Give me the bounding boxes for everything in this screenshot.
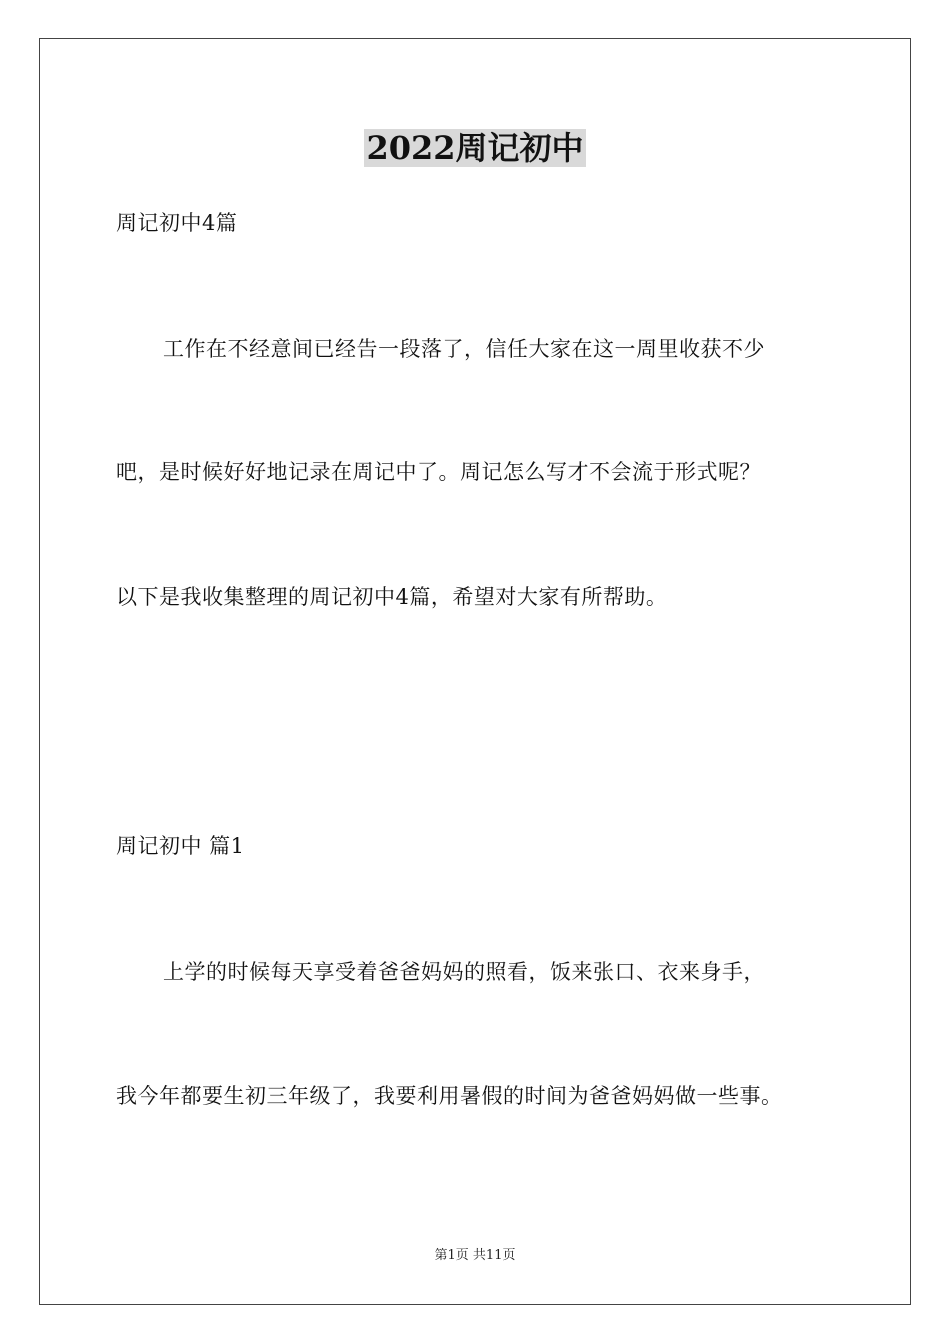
document-title-text: 2022周记初中 bbox=[366, 129, 584, 167]
article-heading: 周记初中 篇1 bbox=[116, 834, 245, 858]
paragraph-line: 我今年都要生初三年级了，我要利用暑假的时间为爸爸妈妈做一些事。 bbox=[116, 1084, 783, 1108]
paragraph-line: 以下是我收集整理的周记初中4篇，希望对大家有所帮助。 bbox=[116, 585, 668, 609]
paragraph-line: 上学的时候每天享受着爸爸妈妈的照看，饭来张口、衣来身手， bbox=[163, 960, 765, 984]
document-title bbox=[0, 126, 950, 170]
page-footer: 第1页 共11页 bbox=[434, 1248, 516, 1263]
paragraph-line: 吧，是时候好好地记录在周记中了。周记怎么写才不会流于形式呢？ bbox=[116, 460, 761, 484]
section-heading: 周记初中4篇 bbox=[116, 211, 238, 235]
paragraph-line: 工作在不经意间已经告一段落了，信任大家在这一周里收获不少 bbox=[163, 337, 765, 361]
